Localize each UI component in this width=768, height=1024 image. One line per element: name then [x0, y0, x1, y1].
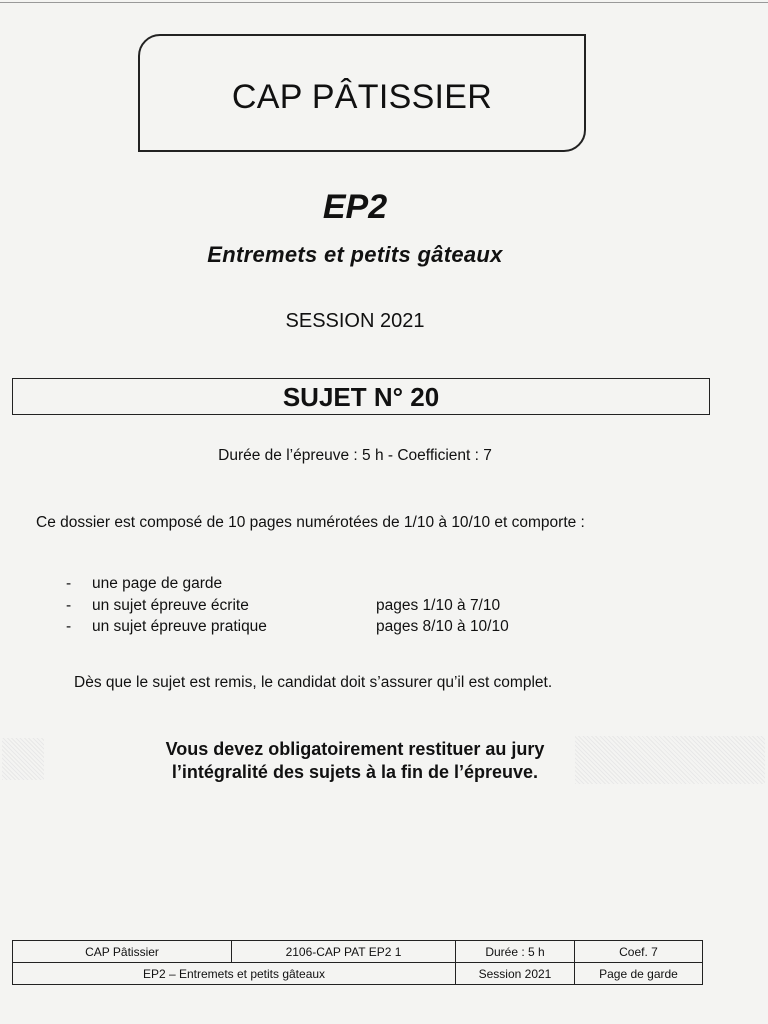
session-label: SESSION 2021 — [285, 310, 425, 332]
subject-number: SUJET N° 20 — [282, 382, 440, 412]
page-title: CAP PÂTISSIER — [231, 78, 493, 116]
dossier-intro: Ce dossier est composé de 10 pages numérotées de 1/10 à 10/10 et comporte : — [36, 514, 585, 531]
return-warning — [0, 738, 710, 784]
list-item — [66, 575, 586, 597]
footer-cell: Durée : 5 h — [456, 941, 575, 963]
title-box — [138, 34, 586, 152]
list-item-label: une page de garde — [92, 575, 223, 592]
table-row — [13, 941, 703, 963]
list-item-pages: pages 1/10 à 7/10 — [376, 596, 501, 614]
list-item — [66, 618, 586, 640]
footer-cell: EP2 – Entremets et petits gâteaux — [13, 963, 456, 985]
list-dash: - — [66, 575, 72, 592]
footer-cell: CAP Pâtissier — [13, 941, 232, 963]
list-item-pages: pages 8/10 à 10/10 — [376, 618, 509, 635]
table-row — [13, 963, 703, 985]
list-item — [66, 597, 586, 619]
footer-cell: Session 2021 — [456, 963, 575, 985]
completeness-note: Dès que le sujet est remis, le candidat doit s’assurer qu’il est complet. — [74, 674, 553, 691]
exam-name: Entremets et petits gâteaux — [207, 242, 503, 267]
warning-line-1: Vous devez obligatoirement restituer au jury — [165, 739, 545, 759]
footer-cell: 2106-CAP PAT EP2 1 — [232, 941, 456, 963]
top-rule — [0, 2, 768, 3]
footer-cell: Coef. 7 — [575, 941, 703, 963]
list-item-label: un sujet épreuve écrite — [92, 596, 249, 614]
contents-list — [66, 575, 586, 640]
list-dash: - — [66, 618, 72, 635]
footer-table — [12, 940, 703, 985]
list-dash: - — [66, 596, 72, 614]
subject-box — [12, 378, 710, 415]
warning-line-2: l’intégralité des sujets à la fin de l’épreuve. — [171, 762, 539, 782]
exam-code: EP2 — [322, 188, 388, 226]
list-item-label: un sujet épreuve pratique — [92, 618, 267, 635]
footer-cell: Page de garde — [575, 963, 703, 985]
duration-line: Durée de l’épreuve : 5 h - Coefficient : 7 — [218, 447, 492, 464]
